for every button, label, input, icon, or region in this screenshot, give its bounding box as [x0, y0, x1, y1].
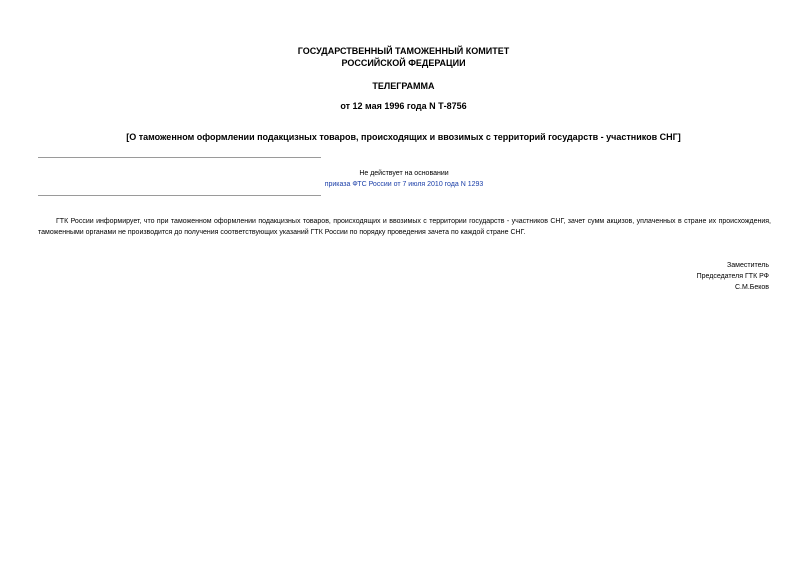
- signatory-name: С.М.Беков: [734, 284, 769, 291]
- document-date-number: от 12 мая 1996 года N Т-8756: [340, 101, 467, 111]
- divider-top: [38, 157, 321, 158]
- status-reference-link[interactable]: приказа ФТС России от 7 июля 2010 года N 1293: [324, 181, 484, 188]
- signature-title-line-1: Заместитель: [727, 262, 769, 269]
- organization-line-1: ГОСУДАРСТВЕННЫЙ ТАМОЖЕННЫЙ КОМИТЕТ: [297, 46, 510, 56]
- body-paragraph: ГТК России информирует, что при таможенном оформлении подакцизных товаров, происходящих и ввозимых с территории государств - участников СНГ, зачет сумм акцизов, уплаченных в стране их происхождения, таможенными органами не производится до получения соответствующих указаний ГТК России по порядку проведения зачета по каждой стране СНГ.: [38, 218, 771, 236]
- organization-line-2: РОССИЙСКОЙ ФЕДЕРАЦИИ: [341, 58, 466, 68]
- status-note: Не действует на основании: [359, 170, 449, 177]
- divider-bottom: [38, 195, 321, 196]
- signature-title-line-2: Председателя ГТК РФ: [696, 273, 769, 280]
- document-subject: [О таможенном оформлении подакцизных товаров, происходящих и ввозимых с территорий государств - участников СНГ]: [126, 132, 681, 142]
- signature-block: [697, 260, 769, 293]
- issuing-organization: [0, 45, 807, 69]
- document-type: ТЕЛЕГРАММА: [372, 81, 435, 91]
